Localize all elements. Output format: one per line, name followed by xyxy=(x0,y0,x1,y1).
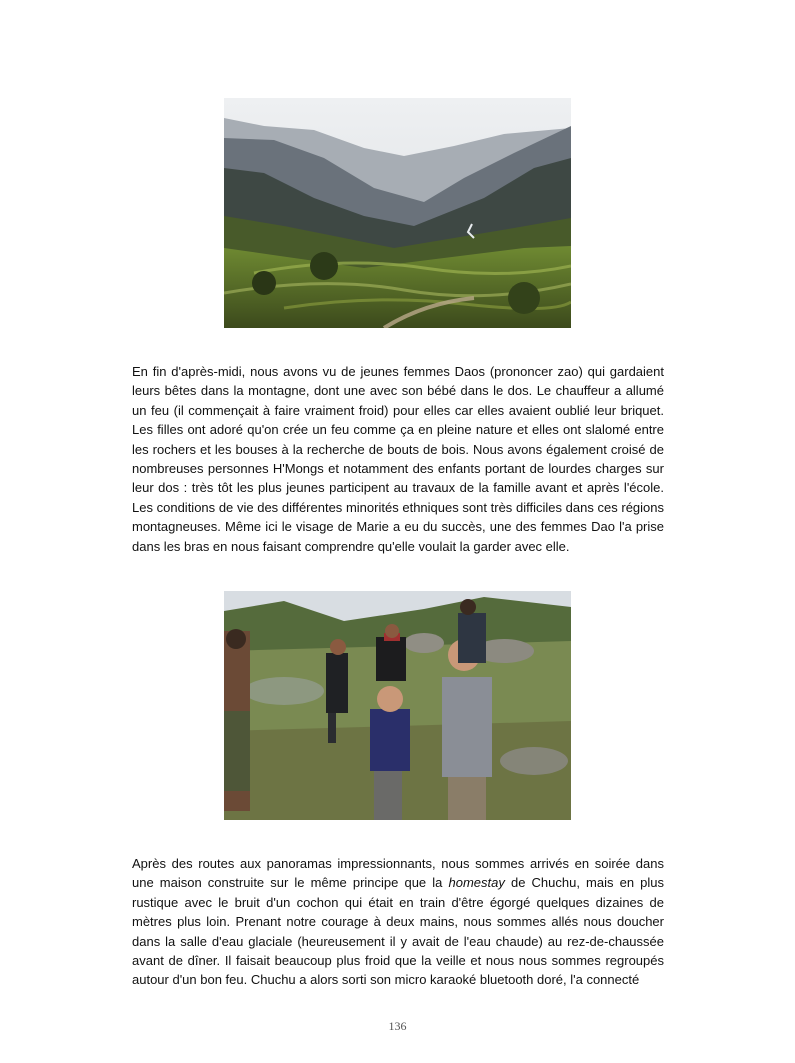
paragraph-homestay-text-2: de Chuchu, mais en plus rustique avec le bruit d'un cochon qui était en train d'être égorgé quelques dizaines de mètres plus loin. Prenant notre courage à deux mains, nous sommes allés nous doucher dans la salle d'eau glaciale (heureusement il y avait de l'eau chaude) au rez-de-chaussée avant de dîner. Il faisait beaucoup plus froid que la veille et nous nous sommes regroupés autour d'un bon feu. Chuchu a alors sorti son micro karaoké bluetooth doré, l'a connecté xyxy=(132,875,664,988)
group-photo xyxy=(224,591,571,820)
mountain-valley-image xyxy=(224,98,571,328)
paragraph-dao-women: En fin d'après-midi, nous avons vu de jeunes femmes Daos (prononcer zao) qui gardaient leurs bêtes dans la montagne, dont une avec son bébé dans le dos. Le chauffeur a allumé un feu (il commençait à faire vraiment froid) pour elles car elles avaient oublié leur briquet. Les filles ont adoré qu'on crée un feu comme ça en pleine nature et elles ont slalomé entre les rochers et les bouses à la recherche de bouts de bois. Nous avons également croisé de nombreuses personnes H'Mongs et notamment des enfants portant de lourdes charges sur leur dos : très tôt les plus jeunes participent au travaux de la famille avant et après l'école. Les conditions de vie des différentes minorités ethniques sont très difficiles dans ces régions montagneuses. Même ici le visage de Marie a eu du succès, une des femmes Dao l'a prise dans les bras en nous faisant comprendre qu'elle voulait la garder avec elle. xyxy=(132,364,664,554)
people-on-hillside-image xyxy=(224,591,571,820)
paragraph-homestay-text-1: Après des routes aux panoramas impressionnants, nous sommes arrivés en soirée dans une maison construite sur le même principe que la xyxy=(132,856,664,891)
paragraph-homestay xyxy=(132,854,664,990)
homestay-italic: homestay xyxy=(448,875,505,891)
page-number: 136 xyxy=(388,1019,407,1033)
valley-photo xyxy=(224,98,571,328)
